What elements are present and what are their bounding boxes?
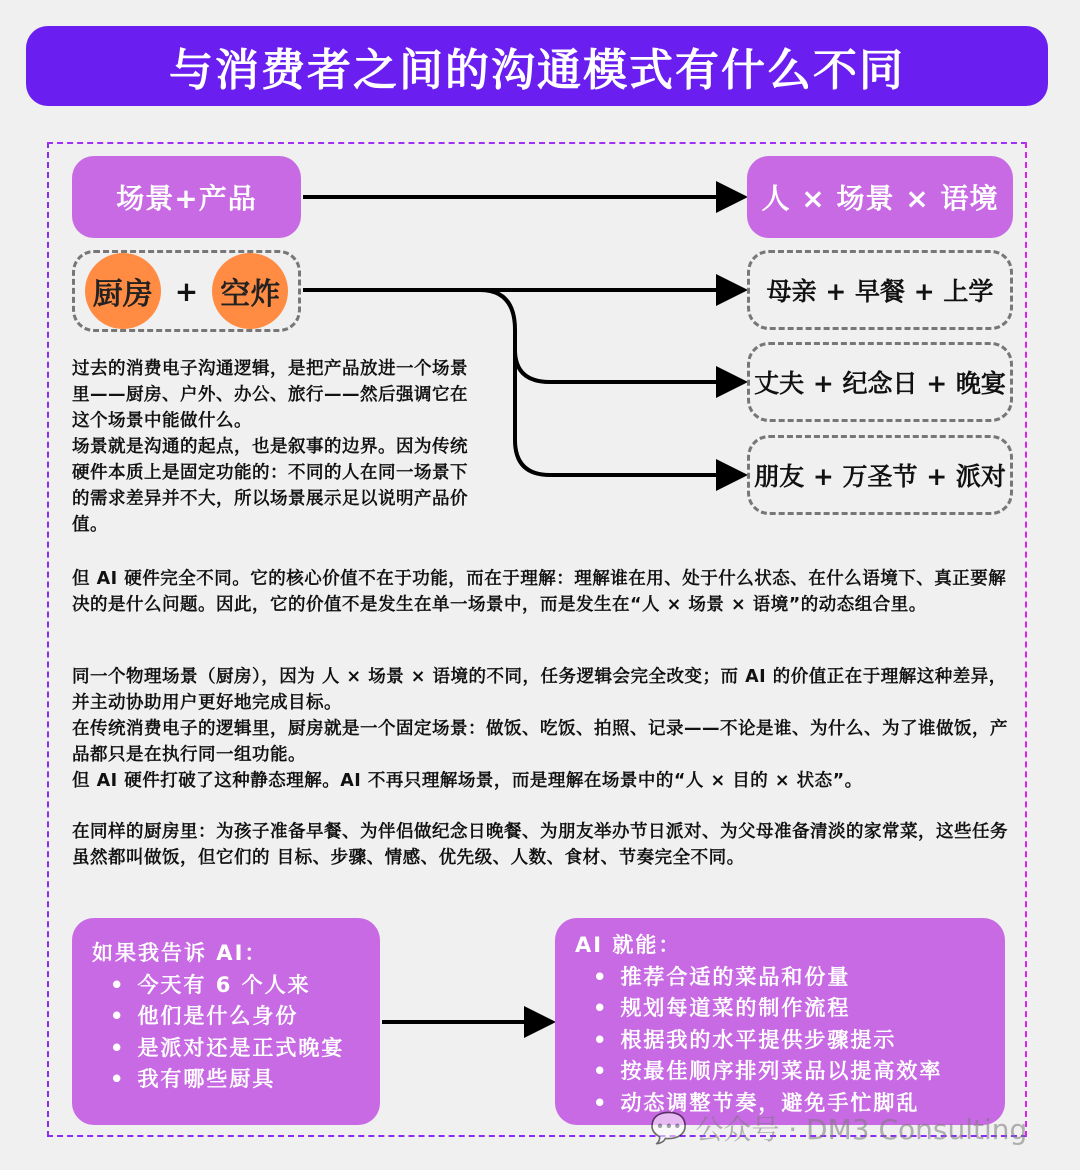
text: 在传统消费电子的逻辑里，厨房就是一个固定场景：做饭、吃饭、拍照、记录——不论是谁、为什么、为了谁做饭，产品都只是在执行同一组功能。 (72, 719, 1008, 765)
input-box (72, 918, 380, 1125)
list-item: • 根据我的水平提供步骤提示 (593, 1025, 985, 1057)
paragraph-2 (72, 566, 1022, 618)
list-item: • 规划每道菜的制作流程 (593, 993, 985, 1025)
wechat-icon: 💬 (650, 1110, 688, 1146)
example-box (72, 250, 301, 332)
watermark (650, 1108, 1027, 1148)
circle-kitchen: 厨房 (85, 253, 161, 329)
text: 场景就是沟通的起点，也是叙事的边界。因为传统硬件本质上是固定功能的：不同的人在同一场景下的需求差异并不大，所以场景展示足以说明产品价值。 (72, 437, 468, 535)
list-item: • 按最佳顺序排列菜品以提高效率 (593, 1056, 985, 1088)
text: 过去的消费电子沟通逻辑，是把产品放进一个场景里——厨房、户外、办公、旅行——然后强调它在这个场景中能做什么。 (72, 359, 468, 431)
list-item: • 我有哪些厨具 (110, 1064, 360, 1096)
paragraph-3 (72, 664, 1012, 794)
target-box: 丈夫 + 纪念日 + 晚宴 (747, 342, 1013, 422)
output-title: AI 就能： (575, 933, 682, 957)
watermark-text: 公众号 · DM3 Consulting (695, 1113, 1028, 1146)
person-scene-context-box: 人 × 场景 × 语境 (747, 156, 1013, 238)
target-box: 朋友 + 万圣节 + 派对 (747, 435, 1013, 515)
list-item: • 是派对还是正式晚宴 (110, 1033, 360, 1065)
list-item: • 他们是什么身份 (110, 1001, 360, 1033)
text: 但 AI 硬件完全不同。它的核心价值不在于功能，而在于理解：理解谁在用、处于什么状态、在什么语境下、真正要解决的是什么问题。因此，它的价值不是发生在单一场景中，而是发生在“人 × 场景 × 语境”的动态组合里。 (72, 569, 1007, 615)
text: 但 AI 硬件打破了这种静态理解。AI 不再只理解场景，而是理解在场景中的“人 × 目的 × 状态”。 (72, 771, 863, 791)
page-title: 与消费者之间的沟通模式有什么不同 (26, 26, 1048, 106)
paragraph-1 (72, 356, 474, 538)
text: 在同样的厨房里：为孩子准备早餐、为伴侣做纪念日晚餐、为朋友举办节日派对、为父母准备清淡的家常菜，这些任务虽然都叫做饭，但它们的 目标、步骤、情感、优先级、人数、食材、节奏完全不同。 (72, 822, 1008, 868)
scene-product-box: 场景+产品 (72, 156, 301, 238)
input-title: 如果我告诉 AI： (92, 941, 268, 965)
circle-airfryer: 空炸 (212, 253, 288, 329)
list-item: • 推荐合适的菜品和份量 (593, 962, 985, 994)
arrow-3 (515, 350, 740, 475)
paragraph-4 (72, 819, 1012, 871)
text: 同一个物理场景（厨房），因为 人 × 场景 × 语境的不同，任务逻辑会完全改变；而 AI 的价值正在于理解这种差异，并主动协助用户更好地完成目标。 (72, 667, 1007, 713)
list-item: • 动态调整节奏，避免手忙脚乱 (593, 1088, 985, 1120)
list-item: • 今天有 6 个人来 (110, 970, 360, 1002)
output-box (555, 918, 1005, 1125)
target-box: 母亲 + 早餐 + 上学 (747, 250, 1013, 330)
plus-sign: + (174, 274, 199, 308)
